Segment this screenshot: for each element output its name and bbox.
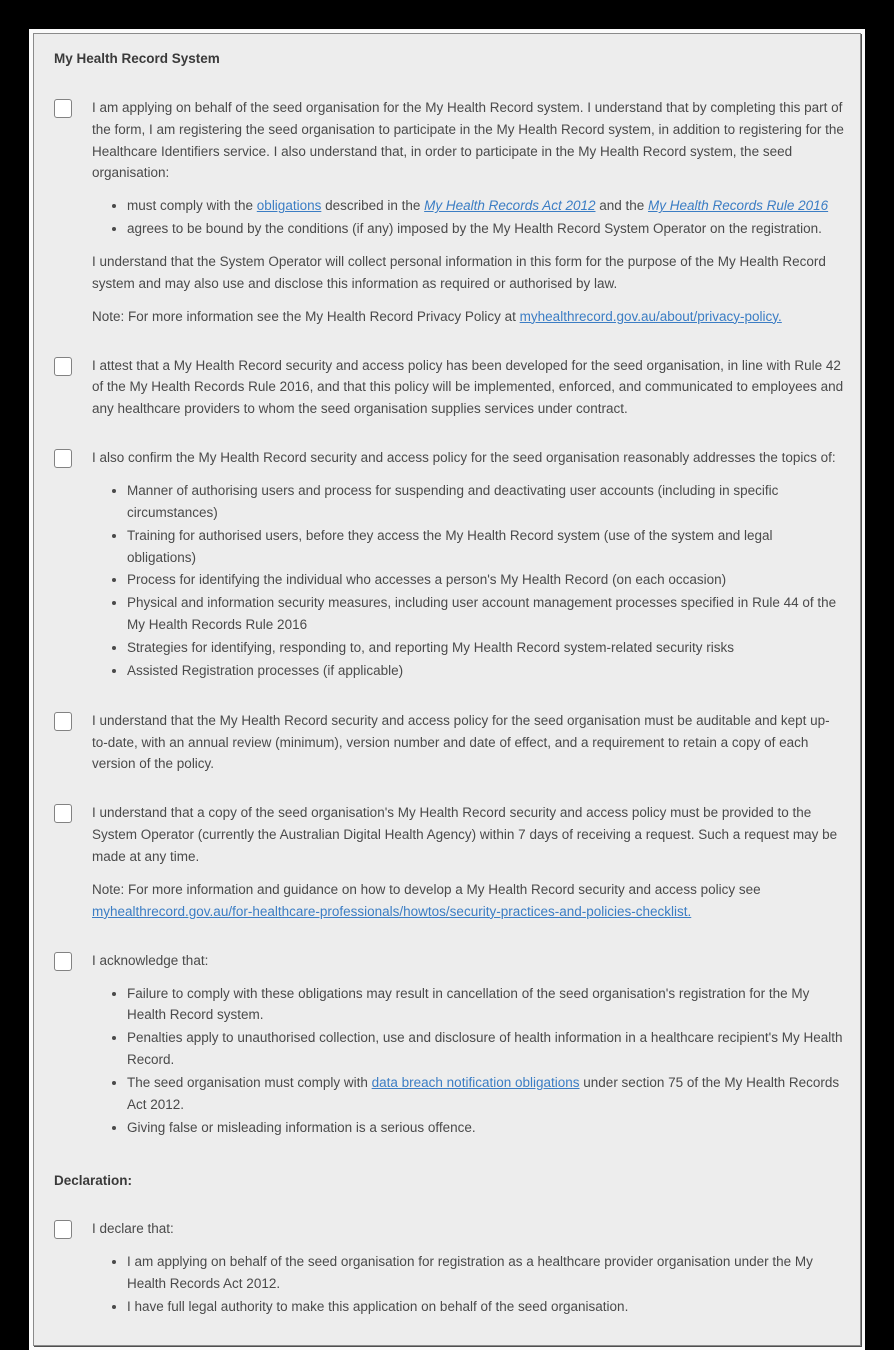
security-policy-attest-text bbox=[92, 355, 846, 421]
mhr-apply-item bbox=[54, 97, 846, 328]
list-item: • Physical and information security measures, including user account management processes specified in Rule 44 of the My Health Records Rule 2016 bbox=[127, 592, 844, 636]
declare-item bbox=[54, 1218, 846, 1318]
policy-auditable-text bbox=[92, 710, 846, 776]
paragraph: I understand that the My Health Record security and access policy for the seed organisation must be auditable and kept up-to-date, with an annual review (minimum), version number and date of effect, and a requirement to retain a copy of each version of the policy. bbox=[92, 712, 830, 772]
list-item: • Training for authorised users, before they access the My Health Record system (use of the system and legal obligations) bbox=[127, 525, 844, 569]
panel-heading: My Health Record System bbox=[54, 51, 220, 66]
declare-checkbox[interactable] bbox=[54, 1220, 72, 1239]
list-item: • Strategies for identifying, responding to, and reporting My Health Record system-related security risks bbox=[127, 637, 844, 659]
policy-topics-text bbox=[92, 447, 846, 683]
list-item: • Process for identifying the individual who accesses a person's My Health Record (on each occasion) bbox=[127, 569, 844, 591]
list-item: • Assisted Registration processes (if applicable) bbox=[127, 660, 844, 682]
security-policy-attest-item bbox=[54, 355, 846, 421]
text-run: The seed organisation must comply with bbox=[127, 1074, 372, 1090]
declaration-heading: Declaration: bbox=[54, 1172, 133, 1188]
note-paragraph bbox=[92, 879, 844, 923]
list-item: • I am applying on behalf of the seed organisation for registration as a healthcare provider organisation under the My Health Records Act 2012. bbox=[127, 1251, 844, 1295]
list-item: • I have full legal authority to make this application on behalf of the seed organisation. bbox=[127, 1296, 844, 1318]
bullet-list bbox=[92, 480, 844, 682]
paragraph: I am applying on behalf of the seed organisation for the My Health Record system. I understand that by completing this part of the form, I am registering the seed organisation to participate in the My Health Record system, in addition to registering for the Healthcare Identifiers service. I also understand that, in order to participate in the My Health Record system, the seed organisation: bbox=[92, 99, 844, 181]
mhr-apply-checkbox[interactable] bbox=[54, 99, 72, 118]
text-run: Note: For more information see the My Health Record Privacy Policy at bbox=[92, 308, 520, 324]
privacy-policy-link[interactable]: myhealthrecord.gov.au/about/privacy-policy. bbox=[519, 308, 782, 324]
list-item: • Giving false or misleading information is a serious offence. bbox=[127, 1117, 844, 1139]
list-item bbox=[127, 1072, 844, 1116]
acknowledge-text bbox=[92, 950, 846, 1140]
list-item: • Failure to comply with these obligations may result in cancellation of the seed organisation's registration for the My Health Record system. bbox=[127, 983, 844, 1027]
security-policy-attest-checkbox[interactable] bbox=[54, 357, 72, 376]
policy-copy-item bbox=[54, 802, 846, 922]
mhr-act-2012-link[interactable]: My Health Records Act 2012 bbox=[424, 198, 596, 214]
acknowledge-item bbox=[54, 950, 846, 1140]
bullet-list bbox=[92, 1251, 844, 1318]
paragraph: I also confirm the My Health Record security and access policy for the seed organisation reasonably addresses the topics of: bbox=[92, 450, 836, 466]
list-item bbox=[127, 195, 844, 217]
security-checklist-link[interactable]: myhealthrecord.gov.au/for-healthcare-professionals/howtos/security-practices-and-policies-checklist. bbox=[92, 903, 692, 919]
text-run: and the bbox=[595, 198, 649, 214]
policy-topics-item bbox=[54, 447, 846, 683]
acknowledge-checkbox[interactable] bbox=[54, 952, 72, 971]
obligations-link[interactable]: obligations bbox=[256, 198, 322, 214]
my-health-record-panel bbox=[33, 33, 861, 1346]
policy-auditable-checkbox[interactable] bbox=[54, 712, 72, 731]
bullet-list bbox=[92, 195, 844, 240]
data-breach-link[interactable]: data breach notification obligations bbox=[371, 1074, 580, 1090]
mhr-rule-2016-link[interactable]: My Health Records Rule 2016 bbox=[648, 198, 829, 214]
list-item: • agrees to be bound by the conditions (if any) imposed by the My Health Record System Operator on the registration. bbox=[127, 218, 844, 240]
policy-copy-checkbox[interactable] bbox=[54, 804, 72, 823]
form-page bbox=[29, 29, 865, 1350]
text-run: under section 75 of the My Health Records Act 2012. bbox=[127, 1074, 840, 1112]
bullet-list bbox=[92, 983, 844, 1139]
policy-topics-checkbox[interactable] bbox=[54, 449, 72, 468]
text-run: must comply with the bbox=[127, 198, 257, 214]
note-paragraph bbox=[92, 306, 844, 328]
policy-auditable-item bbox=[54, 710, 846, 776]
paragraph: I attest that a My Health Record security and access policy has been developed for the seed organisation, in line with Rule 42 of the My Health Records Rule 2016, and that this policy will be implemented, enforced, and communicated to employees and any healthcare providers to whom the seed organisation supplies services under contract. bbox=[92, 357, 844, 417]
list-item: • Penalties apply to unauthorised collection, use and disclosure of health information in a healthcare recipient's My Health Record. bbox=[127, 1027, 844, 1071]
text-run: described in the bbox=[321, 198, 425, 214]
paragraph: I acknowledge that: bbox=[92, 952, 209, 968]
paragraph: I declare that: bbox=[92, 1221, 174, 1237]
paragraph: I understand that a copy of the seed organisation's My Health Record security and access policy must be provided to the System Operator (currently the Australian Digital Health Agency) within 7 days of receiving a request. Such a request may be made at any time. bbox=[92, 805, 838, 865]
list-item: • Manner of authorising users and process for suspending and deactivating user accounts (including in specific circumstances) bbox=[127, 480, 844, 524]
declare-text bbox=[92, 1218, 846, 1318]
policy-copy-text bbox=[92, 802, 846, 922]
mhr-apply-text bbox=[92, 97, 846, 328]
paragraph: I understand that the System Operator will collect personal information in this form for the purpose of the My Health Record system and may also use and disclose this information as required or authorised by law. bbox=[92, 254, 826, 291]
text-run: Note: For more information and guidance on how to develop a My Health Record security and access policy see bbox=[92, 881, 761, 897]
